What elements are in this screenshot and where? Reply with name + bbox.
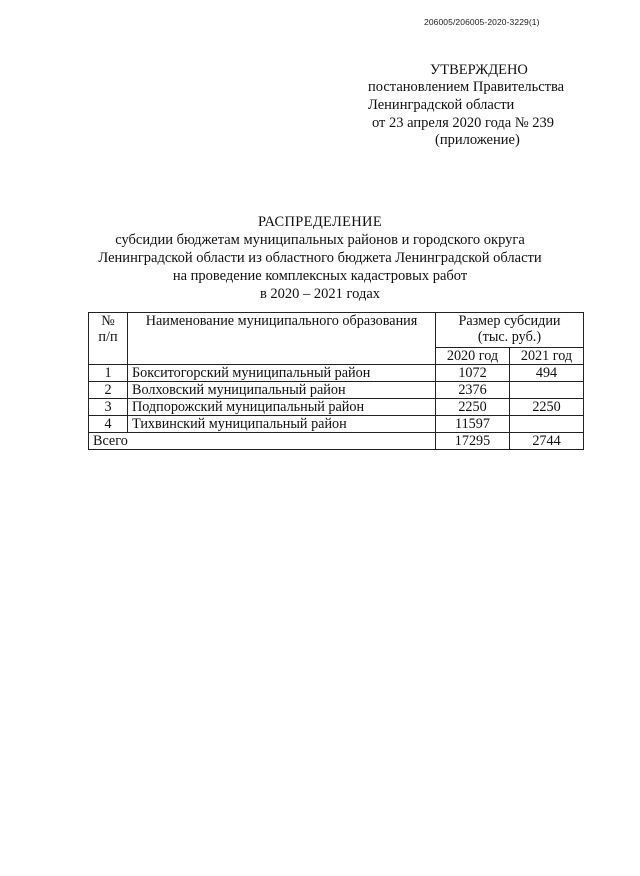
cell-2020: 1072 — [436, 365, 510, 382]
cell-2021: 2250 — [510, 399, 584, 416]
distribution-table — [88, 312, 584, 450]
header-amount — [436, 313, 584, 348]
cell-2021 — [510, 382, 584, 399]
header-number-sign: № — [101, 313, 115, 329]
cell-number: 1 — [89, 365, 128, 382]
approval-title: УТВЕРЖДЕНО — [430, 62, 528, 78]
cell-2020: 11597 — [436, 416, 510, 433]
document-code: 206005/206005-2020-3229(1) — [424, 17, 540, 27]
heading-line: субсидии бюджетам муниципальных районов и городского округа — [115, 232, 525, 248]
header-number-abbr: п/п — [98, 329, 118, 345]
approval-line: Ленинградской области — [368, 97, 515, 113]
heading-line: Ленинградской области из областного бюджета Ленинградской области — [98, 250, 542, 266]
approval-line: (приложение) — [435, 132, 520, 148]
heading-title: РАСПРЕДЕЛЕНИЕ — [258, 214, 382, 230]
header-number — [89, 313, 128, 365]
table-total-row — [89, 433, 584, 450]
cell-name: Бокситогорский муниципальный район — [128, 365, 436, 382]
cell-name: Волховский муниципальный район — [128, 382, 436, 399]
table-header-row — [89, 313, 584, 348]
approval-line: от 23 апреля 2020 года № 239 — [372, 115, 555, 131]
approval-line: постановлением Правительства — [368, 79, 565, 95]
cell-2020: 2376 — [436, 382, 510, 399]
cell-total-label: Всего — [89, 433, 436, 450]
header-year-2020: 2020 год — [436, 348, 510, 365]
cell-name: Тихвинский муниципальный район — [128, 416, 436, 433]
cell-total-2020: 17295 — [436, 433, 510, 450]
cell-total-2021: 2744 — [510, 433, 584, 450]
header-name: Наименование муниципального образования — [128, 313, 436, 365]
cell-2021 — [510, 416, 584, 433]
header-amount-title: Размер субсидии — [458, 313, 561, 329]
table-row — [89, 399, 584, 416]
header-year-2021: 2021 год — [510, 348, 584, 365]
cell-number: 3 — [89, 399, 128, 416]
table-row — [89, 416, 584, 433]
document-heading — [0, 213, 640, 303]
cell-number: 4 — [89, 416, 128, 433]
heading-line: в 2020 – 2021 годах — [259, 286, 381, 302]
header-amount-unit: (тыс. руб.) — [477, 329, 542, 345]
table-row — [89, 365, 584, 382]
cell-2021: 494 — [510, 365, 584, 382]
table-row — [89, 382, 584, 399]
cell-name: Подпорожский муниципальный район — [128, 399, 436, 416]
cell-2020: 2250 — [436, 399, 510, 416]
cell-number: 2 — [89, 382, 128, 399]
heading-line: на проведение комплексных кадастровых работ — [172, 268, 468, 284]
